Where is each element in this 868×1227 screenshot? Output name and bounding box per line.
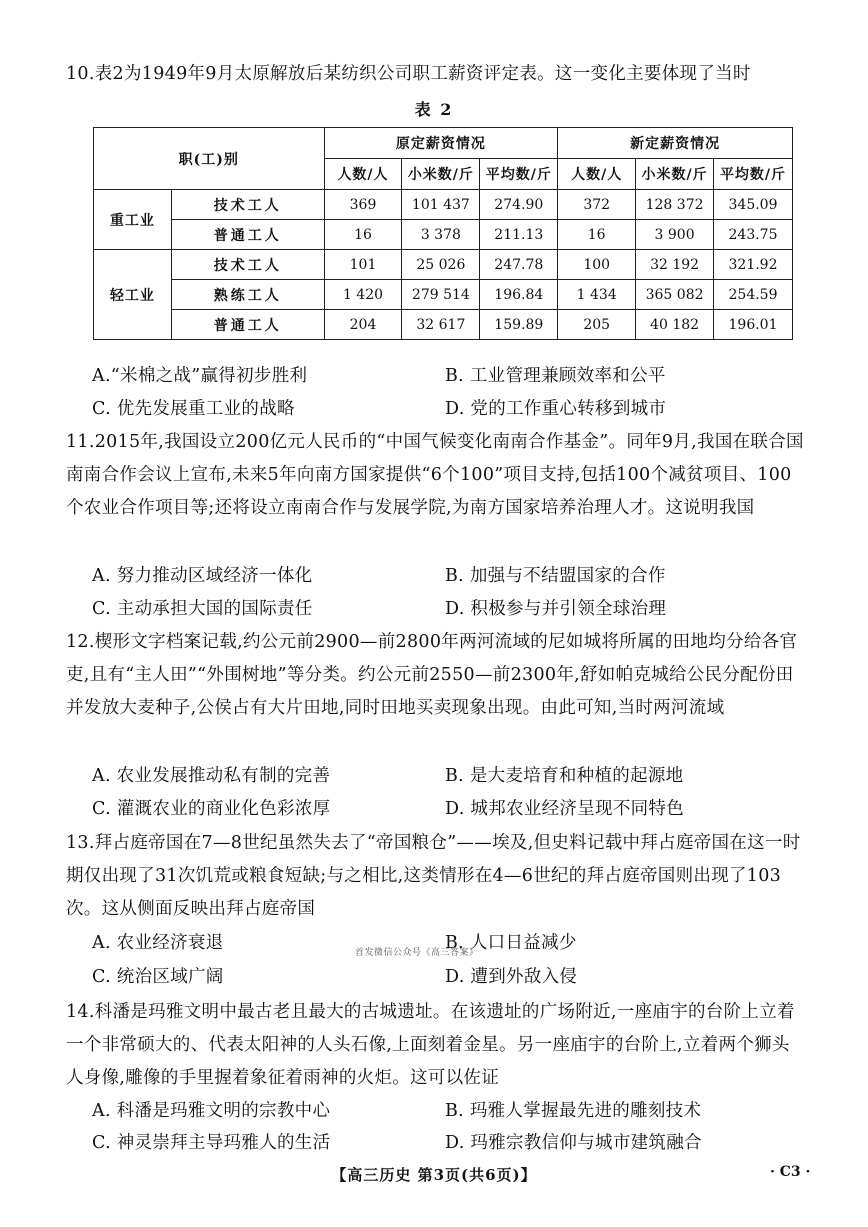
table-cell: 247.78 <box>480 250 558 280</box>
table-cell: 254.59 <box>714 280 793 310</box>
worker-type: 技术工人 <box>171 250 324 280</box>
q12-option-a: A. 农业发展推动私有制的完善 <box>92 766 331 786</box>
page-code: · C3 · <box>770 1164 811 1180</box>
q10-option-c: C. 优先发展重工业的战略 <box>92 399 295 419</box>
group-heavy-industry: 重工业 <box>94 190 172 250</box>
subheader-cell: 人数/人 <box>558 159 636 190</box>
header-job-type: 职(工)别 <box>94 128 325 190</box>
q12-option-c: C. 灌溉农业的商业化色彩浓厚 <box>92 799 331 819</box>
group-light-industry: 轻工业 <box>94 250 172 340</box>
q11-option-d: D. 积极参与并引领全球治理 <box>445 599 667 619</box>
q10-option-a: A.“米棉之战”赢得初步胜利 <box>92 366 308 386</box>
table-cell: 345.09 <box>714 190 793 220</box>
question-12-stem: 12.楔形文字档案记载,约公元前2900—前2800年两河流域的尼如城将所属的田地均分给各官吏,且有“主人田”“外围树地”等分类。约公元前2550—前2300年,舒如帕克城给公民分配份田并发放大麦种子,公侯占有大片田地,同时田地买卖现象出现。由此可知,当时两河流域 <box>66 632 798 718</box>
table-row <box>94 250 793 280</box>
table-cell: 40 182 <box>636 310 714 340</box>
q14-option-a: A. 科潘是玛雅文明的宗教中心 <box>92 1101 331 1121</box>
subheader-cell: 小米数/斤 <box>636 159 714 190</box>
q11-option-c: C. 主动承担大国的国际责任 <box>92 599 313 619</box>
table-cell: 128 372 <box>636 190 714 220</box>
q13-option-c: C. 统治区域广阔 <box>92 967 224 987</box>
q12-option-d: D. 城邦农业经济呈现不同特色 <box>445 799 685 819</box>
table-cell: 196.01 <box>714 310 793 340</box>
q13-option-a: A. 农业经济衰退 <box>92 933 224 953</box>
table-cell: 211.13 <box>480 220 558 250</box>
table-cell: 32 192 <box>636 250 714 280</box>
table-cell: 101 <box>324 250 402 280</box>
table-cell: 3 378 <box>402 220 480 250</box>
table-row <box>94 280 793 310</box>
worker-type: 普通工人 <box>171 220 324 250</box>
watermark: 首发微信公众号《高三答案》 <box>355 948 479 958</box>
page-footer: 【高三历史 第3页(共6页)】 <box>331 1166 537 1184</box>
table-cell: 196.84 <box>480 280 558 310</box>
table-cell: 243.75 <box>714 220 793 250</box>
table-row <box>94 190 793 220</box>
table-row <box>94 310 793 340</box>
worker-type: 普通工人 <box>171 310 324 340</box>
q12-option-b: B. 是大麦培育和种植的起源地 <box>445 766 684 786</box>
table-cell: 16 <box>324 220 402 250</box>
q10-option-b: B. 工业管理兼顾效率和公平 <box>445 366 666 386</box>
table-cell: 25 026 <box>402 250 480 280</box>
table-cell: 1 420 <box>324 280 402 310</box>
header-original-salary: 原定薪资情况 <box>324 128 558 159</box>
salary-table <box>93 127 793 340</box>
table-cell: 205 <box>558 310 636 340</box>
table-row <box>94 220 793 250</box>
worker-type: 熟练工人 <box>171 280 324 310</box>
table-cell: 1 434 <box>558 280 636 310</box>
header-new-salary: 新定薪资情况 <box>558 128 793 159</box>
subheader-cell: 平均数/斤 <box>480 159 558 190</box>
worker-type: 技术工人 <box>171 190 324 220</box>
table-cell: 279 514 <box>402 280 480 310</box>
table-cell: 321.92 <box>714 250 793 280</box>
table-cell: 100 <box>558 250 636 280</box>
table-cell: 274.90 <box>480 190 558 220</box>
q14-option-b: B. 玛雅人掌握最先进的雕刻技术 <box>445 1101 702 1121</box>
table-cell: 3 900 <box>636 220 714 250</box>
q10-option-d: D. 党的工作重心转移到城市 <box>445 399 667 419</box>
question-13-stem: 13.拜占庭帝国在7—8世纪虽然失去了“帝国粮仓”——埃及,但史料记载中拜占庭帝国在这一时期仅出现了31次饥荒或粮食短缺;与之相比,这类情形在4—6世纪的拜占庭帝国则出现了103次。这从侧面反映出拜占庭帝国 <box>66 833 801 919</box>
q11-option-b: B. 加强与不结盟国家的合作 <box>445 566 666 586</box>
question-14-stem: 14.科潘是玛雅文明中最古老且最大的古城遗址。在该遗址的广场附近,一座庙宇的台阶上立着一个非常硕大的、代表太阳神的人头石像,上面刻着金星。另一座庙宇的台阶上,立着两个狮头人身像,雕像的手里握着象征着雨神的火炬。这可以佐证 <box>66 1002 795 1088</box>
table-caption: 表 2 <box>414 100 454 119</box>
table-cell: 365 082 <box>636 280 714 310</box>
question-10-stem: 10.表2为1949年9月太原解放后某纺织公司职工薪资评定表。这一变化主要体现了当时 <box>66 64 751 84</box>
table-cell: 101 437 <box>402 190 480 220</box>
q14-option-c: C. 神灵崇拜主导玛雅人的生活 <box>92 1133 331 1153</box>
q14-option-d: D. 玛雅宗教信仰与城市建筑融合 <box>445 1133 702 1153</box>
q13-option-b: B. 人口日益减少 <box>445 933 577 953</box>
subheader-cell: 小米数/斤 <box>402 159 480 190</box>
subheader-cell: 人数/人 <box>324 159 402 190</box>
question-11-stem: 11.2015年,我国设立200亿元人民币的“中国气候变化南南合作基金”。同年9月,我国在联合国南南合作会议上宣布,未来5年向南方国家提供“6个100”项目支持,包括100个减贫项目、100个农业合作项目等;还将设立南南合作与发展学院,为南方国家培养治理人才。这说明我国 <box>66 432 804 518</box>
table-cell: 159.89 <box>480 310 558 340</box>
table-cell: 16 <box>558 220 636 250</box>
table-cell: 372 <box>558 190 636 220</box>
table-cell: 32 617 <box>402 310 480 340</box>
subheader-cell: 平均数/斤 <box>714 159 793 190</box>
q13-option-d: D. 遭到外敌入侵 <box>445 967 578 987</box>
table-cell: 204 <box>324 310 402 340</box>
table-cell: 369 <box>324 190 402 220</box>
q11-option-a: A. 努力推动区域经济一体化 <box>92 566 313 586</box>
